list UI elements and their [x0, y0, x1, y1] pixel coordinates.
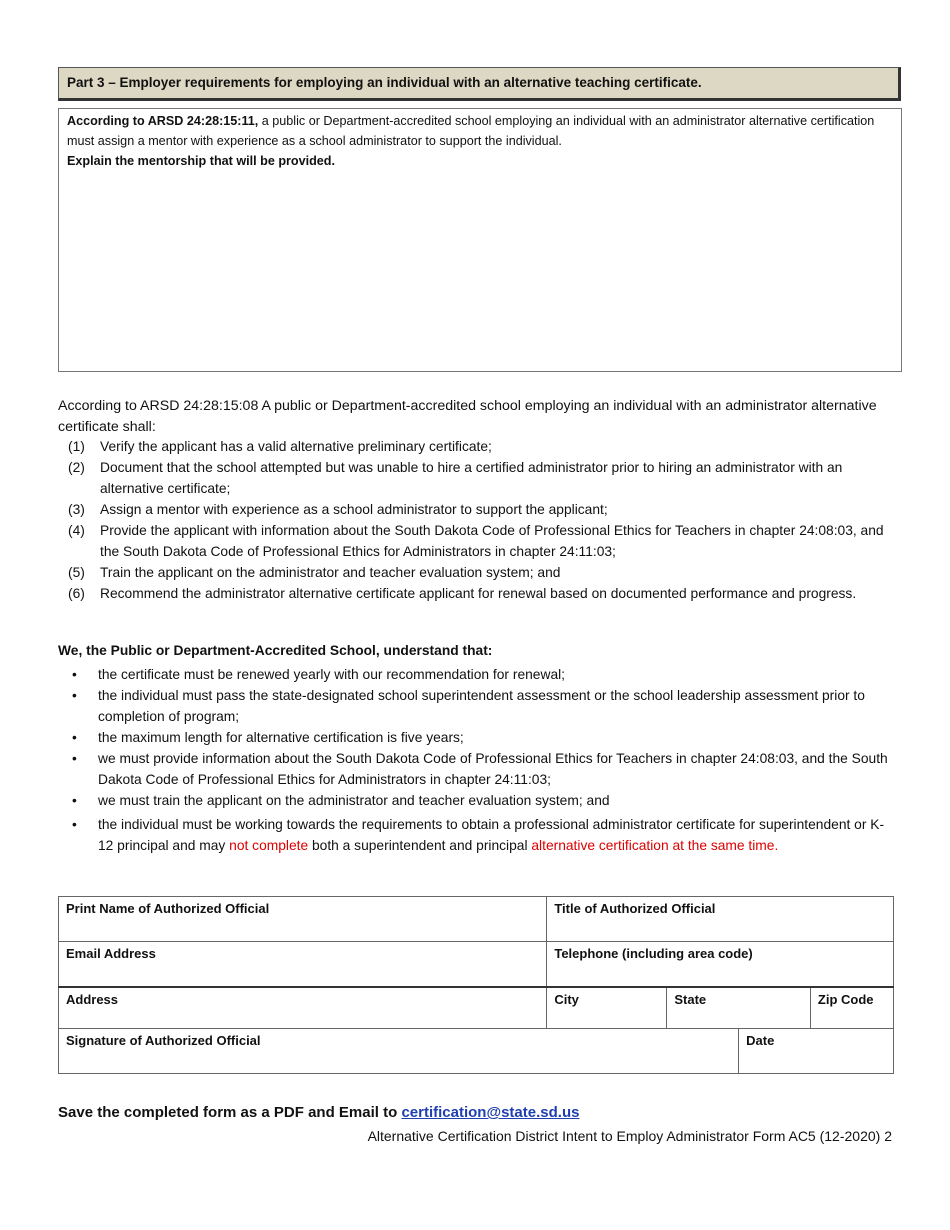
- signature-table: [58, 896, 894, 1074]
- print-name-field[interactable]: Print Name of Authorized Official: [59, 897, 547, 942]
- requirement-item: (6) Recommend the administrator alternative certificate applicant for renewal based on documented performance and progress.: [68, 586, 857, 601]
- save-instruction: Save the completed form as a PDF and Email to certification@state.sd.us: [58, 1104, 580, 1121]
- requirement-item: (3) Assign a mentor with experience as a school administrator to support the applicant;: [68, 502, 608, 517]
- date-field[interactable]: Date: [739, 1029, 894, 1074]
- bullet-item: • the certificate must be renewed yearly with our recommendation for renewal;: [72, 667, 566, 682]
- form-id: Alternative Certification District Intent to Employ Administrator Form AC5 (12-2020) 2: [367, 1128, 892, 1144]
- arsd-ref: According to ARSD 24:28:15:11,: [67, 114, 259, 128]
- bullet-item: • the individual must be working towards the requirements to obtain a professional administrator certificate for superintendent or K-12 principal and may not complete both a superintendent and principal alternative certification at the same time.: [72, 817, 885, 853]
- mentorship-prompt: Explain the mentorship that will be provided.: [67, 154, 335, 168]
- requirement-item: (1) Verify the applicant has a valid alternative preliminary certificate;: [68, 439, 492, 454]
- zip-field[interactable]: Zip Code: [810, 987, 893, 1029]
- city-field[interactable]: City: [547, 987, 667, 1029]
- signature-field[interactable]: Signature of Authorized Official: [59, 1029, 739, 1074]
- requirement-item: (4) Provide the applicant with information about the South Dakota Code of Professional Ethics for Teachers in chapter 24:08:03, and the South Dakota Code of Professional Ethics for Administrators in chapter 24:11:03;: [68, 523, 884, 559]
- title-field[interactable]: Title of Authorized Official: [547, 897, 894, 942]
- shall-intro: According to ARSD 24:28:15:08 A public or Department-accredited school employing an individual with an administrator alternative certificate shall:: [58, 398, 877, 435]
- mentorship-box[interactable]: [58, 108, 902, 372]
- understand-heading: We, the Public or Department-Accredited School, understand that:: [58, 643, 493, 658]
- requirement-item: (5) Train the applicant on the administrator and teacher evaluation system; and: [68, 565, 561, 580]
- part3-header: Part 3 – Employer requirements for employing an individual with an alternative teaching certificate.: [58, 67, 901, 101]
- email-field[interactable]: Email Address: [59, 942, 547, 987]
- intro-text: a public or Department-accredited school employing an individual with an administrator alternative certification must assign a mentor with experience as a school administrator to support the individual.: [67, 114, 875, 148]
- bullet-item: • the individual must pass the state-designated school superintendent assessment or the school leadership assessment prior to completion of program;: [72, 688, 865, 724]
- bullet-item: • the maximum length for alternative certification is five years;: [72, 730, 464, 745]
- phone-field[interactable]: Telephone (including area code): [547, 942, 894, 987]
- requirement-item: (2) Document that the school attempted but was unable to hire a certified administrator prior to hiring an administrator with an alternative certificate;: [68, 460, 843, 496]
- bullet-item: • we must provide information about the South Dakota Code of Professional Ethics for Teachers in chapter 24:08:03, and the South Dakota Code of Professional Ethics for Administrators in chapter 24:11:03;: [72, 751, 888, 787]
- state-field[interactable]: State: [667, 987, 811, 1029]
- address-field[interactable]: Address: [59, 987, 547, 1029]
- email-link[interactable]: certification@state.sd.us: [401, 1104, 580, 1121]
- bullet-item: • we must train the applicant on the administrator and teacher evaluation system; and: [72, 793, 610, 808]
